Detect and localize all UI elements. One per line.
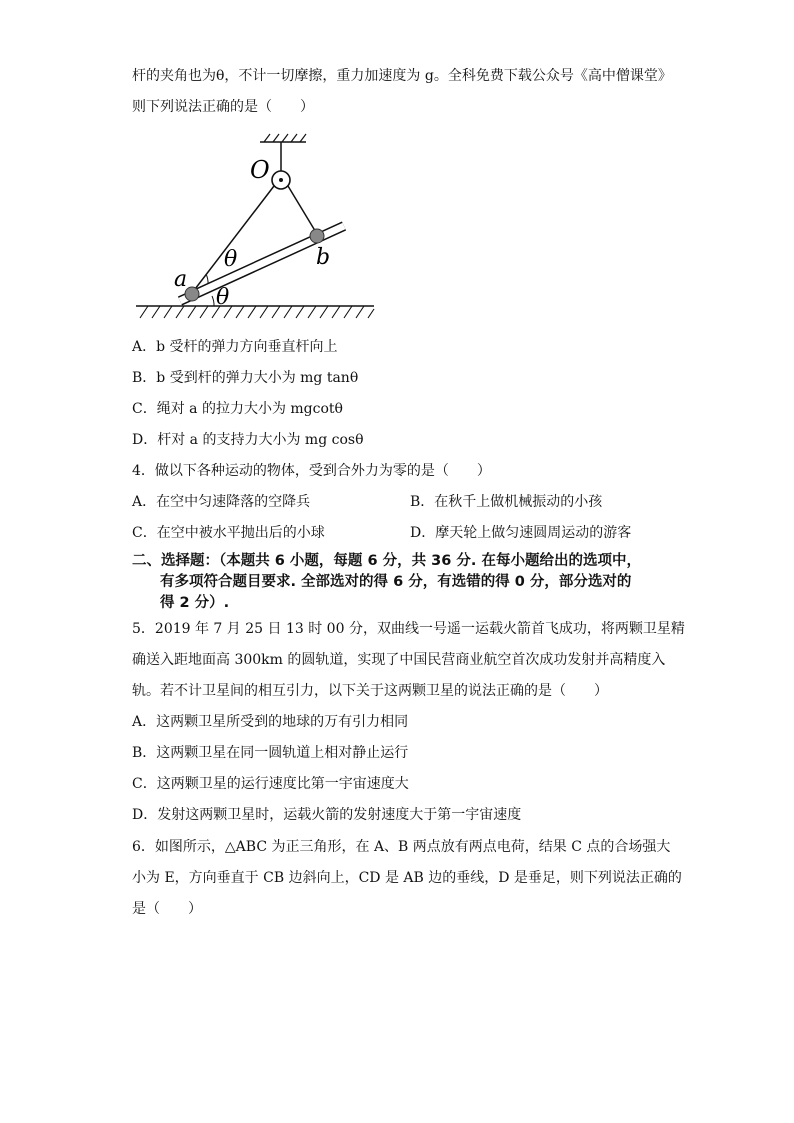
q5-stem-line2: 确送入距地面高 300km 的圆轨道，实现了中国民营商业航空首次成功发射并高精度入: [132, 652, 666, 668]
q3-stem-line1: 杆的夹角也为θ，不计一切摩擦，重力加速度为 g。全科免费下载公众号《高中僧课堂》: [132, 68, 672, 84]
q3-option-a: A．b 受杆的弹力方向垂直杆向上: [132, 339, 338, 355]
label-O: O: [250, 156, 270, 184]
q6-stem-line2: 小为 E，方向垂直于 CB 边斜向上，CD 是 AB 边的垂线，D 是垂足，则下列说法正确的: [132, 870, 682, 886]
q6-stem-line3: 是（ ）: [132, 901, 202, 917]
q3-stem-line2: 则下列说法正确的是（ ）: [132, 99, 314, 115]
pulley: [272, 171, 290, 189]
q5-option-d: D．发射这两颗卫星时，运载火箭的发射速度大于第一宇宙速度: [132, 807, 522, 823]
ball-b: [310, 229, 324, 243]
q5-option-c: C．这两颗卫星的运行速度比第一宇宙速度大: [132, 776, 409, 792]
label-a: a: [174, 267, 188, 292]
q3-option-d: D．杆对 a 的支持力大小为 mg cosθ: [132, 432, 364, 448]
q6-stem-line1: 6．如图所示，△ABC 为正三角形，在 A、B 两点放有两点电荷，结果 C 点的合场强大: [132, 839, 671, 855]
angle-arc-ground: [212, 296, 214, 306]
q3-figure: [128, 128, 388, 328]
ground: [136, 306, 374, 318]
q4-option-c: C．在空中被水平抛出后的小球: [132, 525, 325, 541]
label-theta-ground: θ: [216, 285, 230, 310]
section2-heading-line1: 二、选择题：（本题共 6 小题，每题 6 分，共 36 分. 在每小题给出的选项中，: [132, 553, 641, 569]
q4-option-b: B．在秋千上做机械振动的小孩: [410, 494, 603, 510]
q4-option-a: A．在空中匀速降落的空降兵: [132, 494, 311, 510]
angle-arc-rope: [206, 274, 208, 284]
label-theta-rope: θ: [224, 247, 238, 272]
rope-to-b: [288, 186, 317, 234]
label-b: b: [316, 245, 331, 270]
q5-stem-line3: 轨。若不计卫星间的相互引力，以下关于这两颗卫星的说法正确的是（ ）: [132, 683, 608, 699]
q4-stem: 4．做以下各种运动的物体，受到合外力为零的是（ ）: [132, 463, 491, 479]
section2-heading-line2: 有多项符合题目要求. 全部选对的得 6 分，有选错的得 0 分，部分选对的: [160, 574, 632, 590]
q5-stem-line1: 5．2019 年 7 月 25 日 13 时 00 分，双曲线一号遥一运载火箭首飞成功，将两颗卫星精: [132, 621, 685, 637]
q5-option-b: B．这两颗卫星在同一圆轨道上相对静止运行: [132, 745, 409, 761]
q5-option-a: A．这两颗卫星所受到的地球的万有引力相同: [132, 714, 409, 730]
section2-heading-line3: 得 2 分）.: [160, 595, 230, 611]
q4-option-d: D．摩天轮上做匀速圆周运动的游客: [410, 525, 632, 541]
q3-option-b: B．b 受到杆的弹力大小为 mg tanθ: [132, 370, 359, 386]
q3-option-c: C．绳对 a 的拉力大小为 mgcotθ: [132, 401, 343, 417]
